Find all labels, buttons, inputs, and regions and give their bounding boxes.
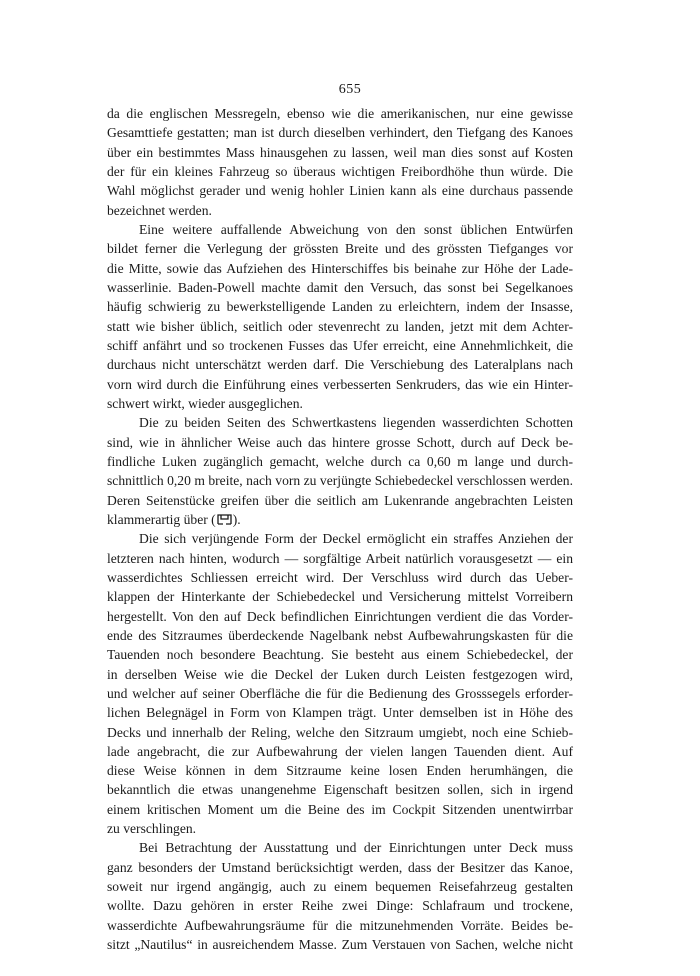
text-line: Gesamttiefe gestatten; man ist durch dieselben verhindert, den Tiefgang des Kanoes — [107, 125, 573, 141]
text-line: hergestellt. Von den auf Deck befindlichen Einrichtungen verdient die das Vorder- — [107, 608, 573, 624]
text-fragment: ). — [232, 511, 241, 527]
paragraph-5 — [107, 838, 573, 954]
text-line: findliche Luken zugänglich gemacht, welche durch ca 0,60 m lange und durch- — [107, 453, 573, 469]
latch-profile-icon — [217, 513, 232, 525]
text-line: bekanntlich die etwas unangenehme Eigenschaft besitzen sollen, sich in irgend — [107, 782, 573, 798]
text-line: schnittlich 0,20 m breite, nach vorn zu verjüngte Schiebedeckel verschlossen werden. — [107, 473, 573, 489]
text-line: soweit nur irgend angängig, auch zu einem bequemen Reisefahrzeug gestalten — [107, 879, 573, 895]
text-line: Decks und innerhalb der Reling, welche den Sitzraum umgiebt, noch eine Schieb- — [107, 724, 573, 740]
text-line: da die englischen Messregeln, ebenso wie die amerikanischen, nur eine gewisse — [107, 106, 573, 121]
text-line: häufig schwierig zu bewerkstelligende Landen zu erleichtern, indem der Insasse, — [107, 299, 573, 315]
page-number: 655 — [338, 82, 362, 97]
text-line: Tauenden noch besondere Beachtung. Sie besteht aus einem Schiebedeckel, der — [107, 647, 573, 663]
text-line: ganz besonders der Umstand berücksichtigt werden, dass der Besitzer das Kanoe, — [107, 859, 573, 875]
text-line: wasserlinie. Baden-Powell machte damit den Versuch, das sonst bei Segelkanoes — [107, 279, 573, 295]
text-line: letzteren nach hinten, wodurch — sorgfältige Arbeit natürlich vorausgesetzt — ein — [107, 550, 573, 566]
text-line: bildet ferner die Verlegung der grössten Breite und des grössten Tiefganges vor — [107, 241, 573, 257]
text-line: zu verschlingen. — [107, 821, 197, 837]
text-line: Deren Seitenstücke greifen über die seitlich am Lukenrande angebrachten Leisten — [107, 492, 573, 508]
text-line: schwert wirkt, wieder ausgeglichen. — [107, 395, 303, 411]
paragraph-4 — [107, 529, 573, 838]
text-line: einem kritischen Moment um die Beine des im Cockpit Sitzenden unentwirrbar — [107, 801, 573, 817]
text-line: Wahl möglichst gerader und wenig hohler Linien kann als eine durchaus passende — [107, 183, 573, 199]
text-line: in derselben Weise wie die Deckel der Luken durch Leisten festgezogen wird, — [107, 666, 573, 682]
text-line: sind, wie in ähnlicher Weise auch das hintere grosse Schott, durch auf Deck be- — [107, 434, 573, 450]
text-line: sitzt „Nautilus“ in ausreichendem Masse. Zum Verstauen von Sachen, welche nicht — [107, 937, 573, 953]
text-line: lichen Belegnägel in Form von Klampen trägt. Unter demselben ist in Höhe des — [107, 705, 573, 721]
text-line: wasserdichte Aufbewahrungsräume für die mitzunehmenden Vorräte. Beides be- — [107, 917, 573, 933]
text-line: wasserdichtes Schliessen erreicht wird. Der Verschluss wird durch das Ueber- — [107, 569, 573, 585]
text-line: lade angebracht, die zur Aufbewahrung der vielen langen Tauenden dient. Auf — [107, 743, 573, 759]
body-text — [107, 104, 573, 954]
text-line: ende des Sitzraumes überdeckende Nagelbank nebst Aufbewahrungskasten für die — [107, 627, 573, 643]
text-line: über ein bestimmtes Mass hinausgehen zu lassen, weil man dies sonst auf Kosten — [107, 144, 573, 160]
text-line: diese Weise können in dem Sitzraume keine losen Enden herumhängen, die — [107, 763, 573, 779]
text-line: Die zu beiden Seiten des Schwertkastens liegenden wasserdichten Schotten — [139, 415, 573, 431]
text-line: die Mitte, sowie das Aufziehen des Hinterschiffes bis beinahe zur Höhe der Lade- — [107, 260, 573, 276]
text-line: bezeichnet werden. — [107, 202, 212, 218]
text-fragment: klammerartig über ( — [107, 511, 216, 527]
paragraph-3 — [107, 413, 573, 529]
text-line: statt wie bisher üblich, seitlich oder stevenrecht zu landen, jetzt mit dem Achter- — [107, 318, 573, 334]
paragraph-1 — [107, 104, 573, 220]
text-line: Die sich verjüngende Form der Deckel ermöglicht ein straffes Anziehen der — [139, 531, 573, 547]
text-line: und welcher auf seiner Oberfläche die für die Bedienung des Grosssegels erforder- — [107, 685, 573, 701]
text-line: schiff anfährt und so trockenen Fusses das Ufer erreicht, eine Annehmlichkeit, die — [107, 337, 573, 353]
text-line: vorn wird durch die Einführung eines verbesserten Senkruders, das wie ein Hinter- — [107, 376, 573, 392]
text-line: Eine weitere auffallende Abweichung von den sonst üblichen Entwürfen — [139, 221, 573, 237]
text-line: durchaus nicht unterschätzt werden darf. Die Verschiebung des Lateralplans nach — [107, 357, 573, 373]
paragraph-2 — [107, 220, 573, 413]
text-line: Bei Betrachtung der Ausstattung und der Einrichtungen unter Deck muss — [139, 840, 573, 856]
text-line: klappen der Hinterkante der Schiebedeckel und Versicherung mittelst Vorreibern — [107, 589, 573, 605]
text-line: der für ein kleines Fahrzeug so überaus wichtigen Freibordhöhe thun würde. Die — [107, 163, 573, 179]
text-line: wollte. Dazu gehören in erster Reihe zwei Dinge: Schlafraum und trockene, — [107, 898, 573, 914]
text-line-with-glyph — [107, 510, 573, 529]
